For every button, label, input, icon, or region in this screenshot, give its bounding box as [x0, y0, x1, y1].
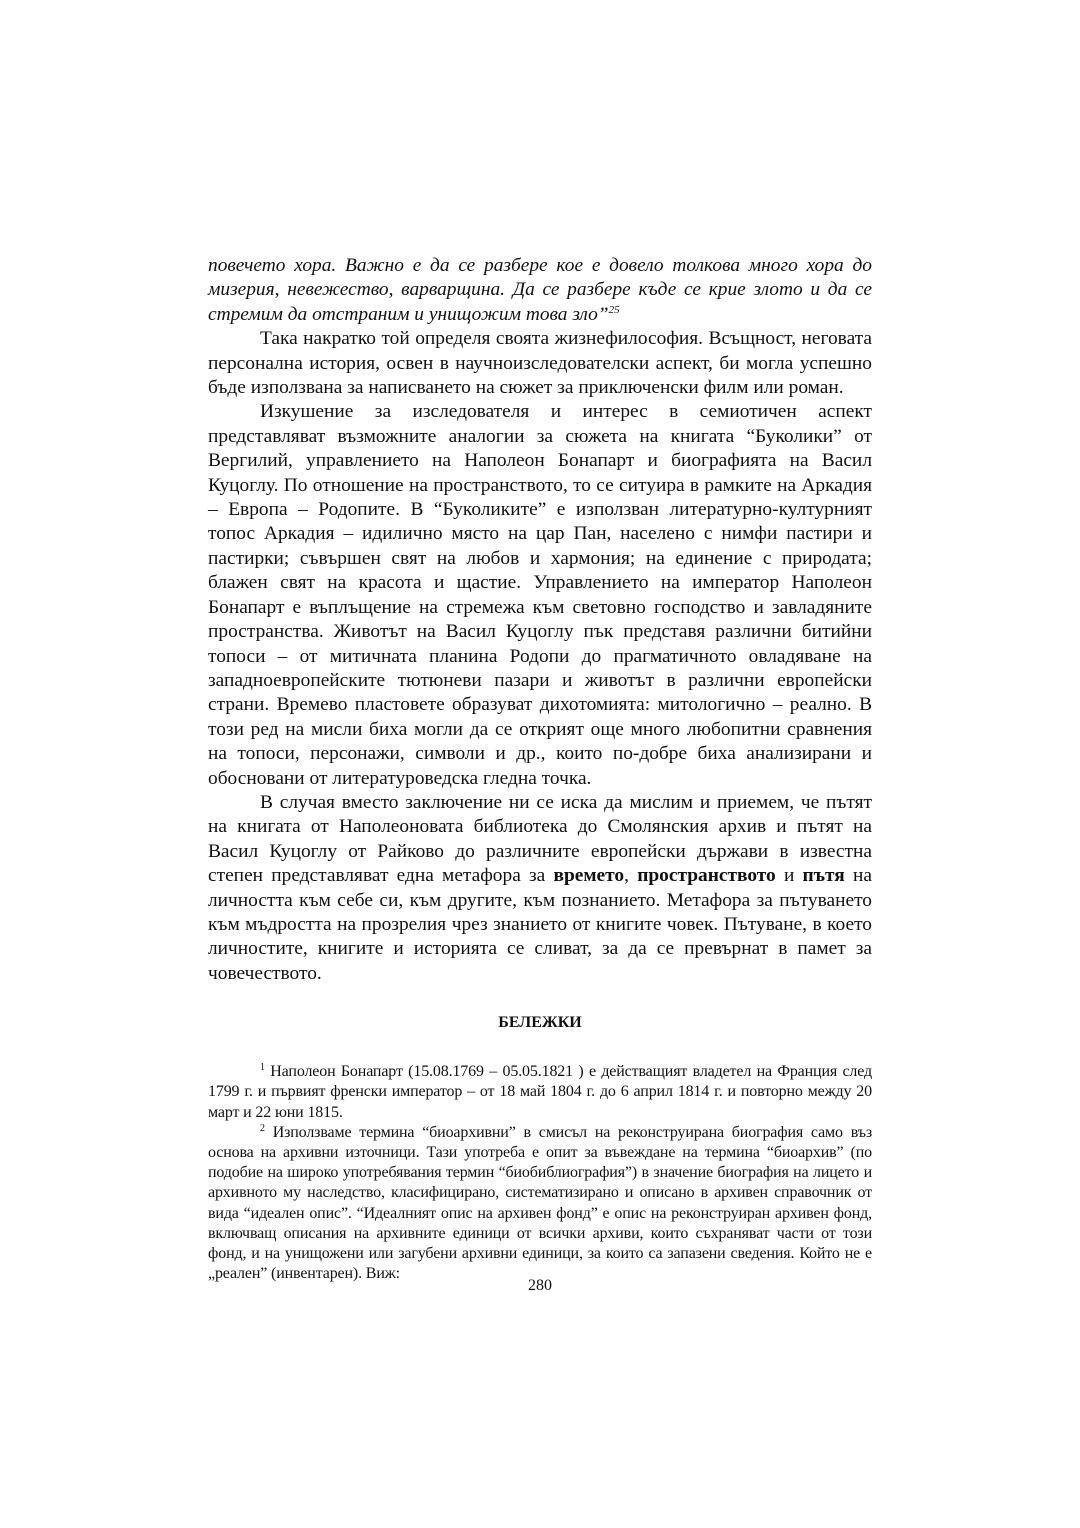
bold-term-time: времето	[553, 865, 625, 887]
note-2	[208, 1123, 872, 1285]
note-1	[208, 1062, 872, 1123]
paragraph-3	[208, 791, 872, 986]
paragraph-2: Изкушение за изследователя и интерес в семиотичен аспект представляват възможните аналогии за сюжета на книгата “Буколики” от Вергилий, управлението на Наполеон Бонапарт и биографията на Васил Куцоглу. По отношение на пространството, то се ситуира в рамките на Аркадия – Европа – Родопите. В “Буколиките” е използван литературно-културният топос Аркадия – идилично място на цар Пан, населено с нимфи пастири и пастирки; съвършен свят на любов и хармония; на единение с природата; блажен свят на красота и щастие. Управлението на император Наполеон Бонапарт е въплъщение на стремежа към световно господство и завладяните пространства. Животът на Васил Куцоглу пък представя различни битийни топоси – от митичната планина Родопи до прагматичното овладяване на западноевропейските тютюневи пазари и животът в различни европейски страни. Времево пластовете образуват дихотомията: митологично – реално. В този ред на мисли биха могли да се открият още много любопитни сравнения на топоси, персонажи, символи и др., които по-добре биха анализирани и обосновани от литературоведска гледна точка.	[208, 401, 872, 789]
paragraph-1: Така накратко той определя своята жизнефилософия. Всъщност, неговата персонална история, освен в научноизследователски аспект, би могла успешно бъде използвана за написването на сюжет за приключенски филм или роман.	[208, 328, 872, 399]
note-2-text: Използваме термина “биоархивни” в смисъл на реконструирана биография само въз основа на архивни източници. Тази употреба е опит за въвеждане на термина “биоархив” (по подобие на широко употребявания термин “биобиблиография”) в значение биография на лицето и архивното му наследство, класифицирано, систематизирано и описано в архивен справочник от вида “идеален опис”. “Идеалният опис на архивен фонд” е опис на реконструиран архивен фонд, включващ описания на архивните единици от всички архиви, които съхраняват части от този фонд, и на унищожени или загубени архивни единици, за които са запазени сведения. Който не е „реален” (инвентарен). Виж:	[208, 1123, 872, 1283]
footnote-ref-25: 25	[608, 303, 620, 316]
separator-2: и	[775, 865, 803, 887]
page-number: 280	[528, 1277, 552, 1294]
paragraph-3-start: В случая вместо заключение ни се иска да мислим и приемем, че пътят на книгата от Наполеоновата библиотека до Смолянския архив и пътят на Васил Куцоглу от Райково до различните европейски държави в известна степен представляват една метафора за	[208, 791, 872, 887]
note-2-number: 2	[260, 1122, 265, 1134]
note-1-text: Наполеон Бонапарт (15.08.1769 – 05.05.1821 ) е действащият владетел на Франция след 1799 г. и първият френски император – от 18 май 1804 г. до 6 април 1814 г. и повторно между 20 март и 22 юни 1815.	[208, 1063, 872, 1121]
note-1-number: 1	[260, 1062, 265, 1074]
bold-term-space: пространството	[637, 865, 776, 887]
separator-1: ,	[624, 865, 638, 887]
notes-heading: БЕЛЕЖКИ	[498, 1014, 582, 1032]
quote-paragraph	[208, 254, 872, 327]
quote-text: повечето хора. Важно е да се разбере кое е довело толкова много хора до мизерия, невежество, варварщина. Да се разбере къде се крие злото и да се стремим да отстраним и унищожим това зло”	[208, 255, 872, 325]
paragraph-3-end: на личността към себе си, към другите, към познанието. Метафора за пътуването към мъдростта на прозрелия чрез знанието от книгите човек. Пътуване, в което личностите, книгите и историята се сливат, за да се превърнат в памет за човечеството.	[208, 865, 872, 984]
page-content	[208, 254, 872, 1284]
bold-term-path: пътя	[802, 865, 845, 887]
